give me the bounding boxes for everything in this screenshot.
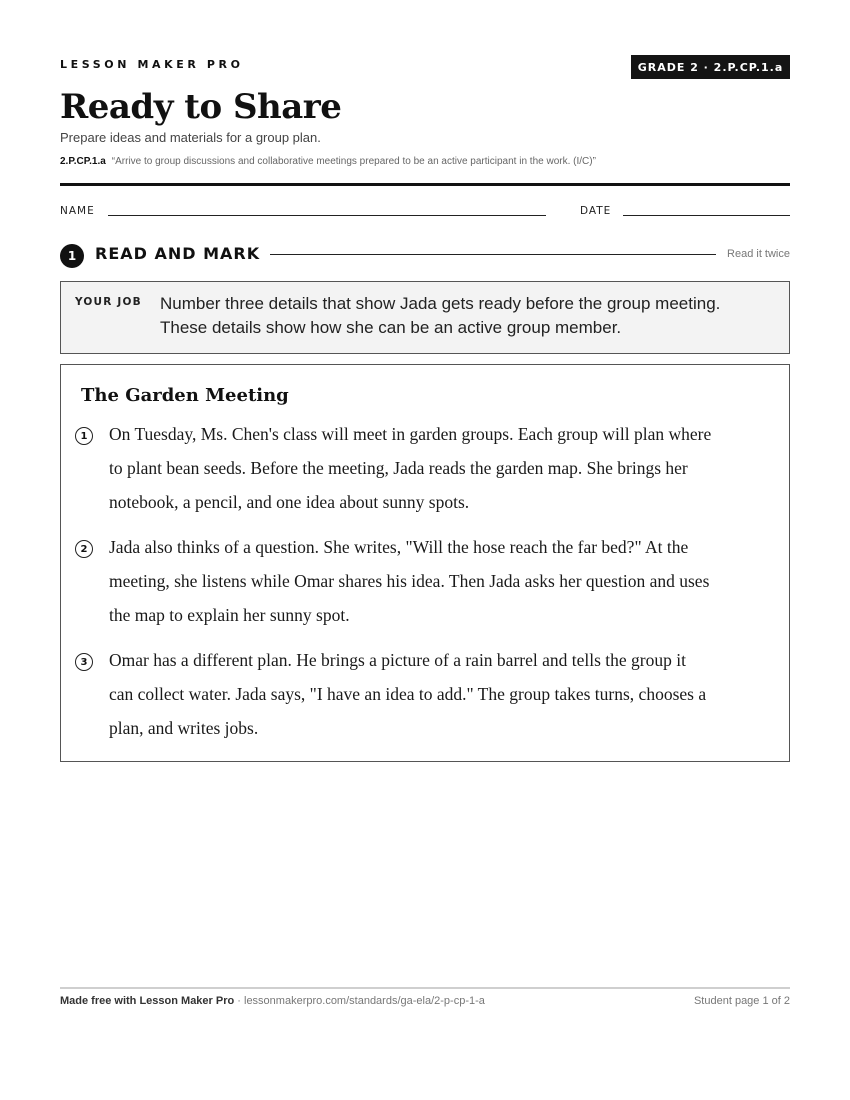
footer-page-info: Student page 1 of 2 <box>693 995 790 1007</box>
footer-made-with: Made free with Lesson Maker Pro <box>60 995 235 1007</box>
your-job-line: Number three details that show Jada gets ready before the group meeting. <box>160 294 721 313</box>
story-box <box>60 364 790 762</box>
paragraph-line: to plant bean seeds. Before the meeting, Jada reads the garden map. She brings her <box>109 458 688 478</box>
your-job-label: YOUR JOB <box>75 296 142 308</box>
page-subtitle: Prepare ideas and materials for a group plan. <box>60 130 321 145</box>
paragraph-number-badge: 2 <box>75 540 93 558</box>
story-title: The Garden Meeting <box>81 385 289 406</box>
your-job-line: These details show how she can be an active group member. <box>160 318 622 337</box>
footer-credit <box>60 995 485 1007</box>
paragraph-line: can collect water. Jada says, "I have an idea to add." The group takes turns, chooses a <box>109 684 707 704</box>
section-title: READ AND MARK <box>95 244 261 263</box>
paragraph-text <box>109 530 775 632</box>
footer-divider <box>60 987 790 989</box>
standard-line <box>60 156 596 167</box>
date-field-line[interactable] <box>623 215 790 216</box>
name-field-line[interactable] <box>108 215 546 216</box>
your-job-text <box>160 292 770 340</box>
paragraph-number-badge: 1 <box>75 427 93 445</box>
worksheet-page <box>60 0 790 1100</box>
section-hint: Read it twice <box>727 248 790 260</box>
standard-text: “Arrive to group discussions and collaborative meetings prepared to be an active participant in the work. (I/C)” <box>111 156 596 167</box>
paragraph-line: meeting, she listens while Omar shares his idea. Then Jada asks her question and uses <box>109 571 710 591</box>
grade-badge: GRADE 2 · 2.P.CP.1.a <box>631 55 790 79</box>
paragraph-number-badge: 3 <box>75 653 93 671</box>
paragraph-text <box>109 417 775 519</box>
paragraph-line: Omar has a different plan. He brings a picture of a rain barrel and tells the group it <box>109 650 686 670</box>
standard-code: 2.P.CP.1.a <box>60 156 106 167</box>
footer-url[interactable]: lessonmakerpro.com/standards/ga-ela/2-p-cp-1-a <box>244 995 485 1007</box>
page-title: Ready to Share <box>60 87 342 127</box>
date-label: DATE <box>580 205 612 217</box>
paragraph-line: notebook, a pencil, and one idea about sunny spots. <box>109 492 470 512</box>
paragraph-text <box>109 643 775 745</box>
paragraph-line: plan, and writes jobs. <box>109 718 259 738</box>
section-divider <box>270 254 716 255</box>
brand-name: LESSON MAKER PRO <box>60 58 244 71</box>
section-number-badge: 1 <box>60 244 84 268</box>
name-label: NAME <box>60 205 95 217</box>
header-divider <box>60 183 790 186</box>
paragraph-line: On Tuesday, Ms. Chen's class will meet in garden groups. Each group will plan where <box>109 424 712 444</box>
paragraph-line: the map to explain her sunny spot. <box>109 605 350 625</box>
footer-separator: · <box>234 995 244 1007</box>
paragraph-line: Jada also thinks of a question. She writes, "Will the hose reach the far bed?" At the <box>109 537 689 557</box>
your-job-box <box>60 281 790 354</box>
